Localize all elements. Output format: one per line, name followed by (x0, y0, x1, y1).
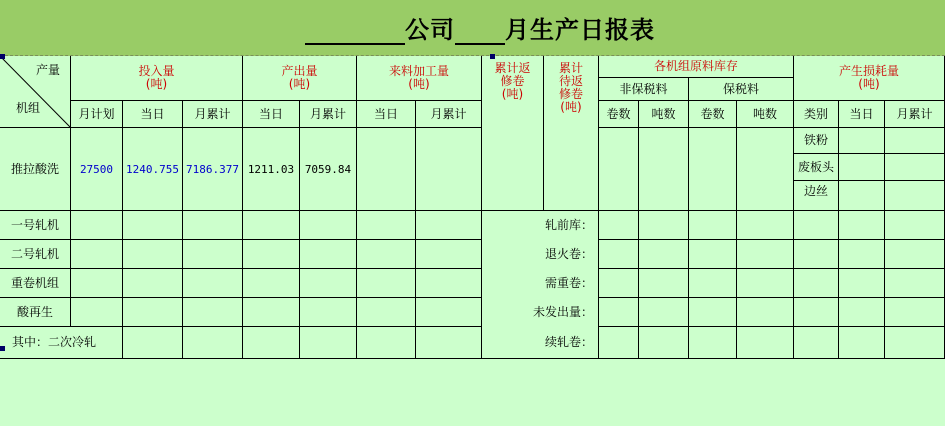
pickling-bonded-tons[interactable] (737, 128, 794, 211)
empty-cell-row2-col0[interactable] (71, 269, 123, 298)
empty-cell-row4-rcol6[interactable] (885, 327, 945, 359)
empty-cell-row4-col5[interactable] (357, 327, 416, 359)
empty-cell-row1-col3[interactable] (243, 240, 300, 269)
sub-processing-month: 月累计 (416, 101, 482, 128)
sub-input-month: 月累计 (183, 101, 243, 128)
empty-cell-row2-col2[interactable] (183, 269, 243, 298)
sub-output-day: 当日 (243, 101, 300, 128)
empty-cell-row2-col6[interactable] (416, 269, 482, 298)
empty-cell-row3-rcol3[interactable] (737, 298, 794, 327)
title-bar (0, 0, 945, 56)
empty-cell-row3-rcol1[interactable] (639, 298, 689, 327)
empty-cell-row0-rcol1[interactable] (639, 211, 689, 240)
corner-bottom-label: 机组 (16, 101, 41, 115)
empty-cell-row2-col4[interactable] (300, 269, 357, 298)
header-pending-repair: 累计 待返 修卷 (吨) (544, 56, 599, 211)
empty-cell-row2-rcol1[interactable] (639, 269, 689, 298)
empty-cell-row1-col0[interactable] (71, 240, 123, 269)
row-label-regen: 酸再生 (0, 298, 71, 327)
empty-cell-row2-rcol4[interactable] (794, 269, 839, 298)
empty-cell-row2-rcol2[interactable] (689, 269, 737, 298)
loss-scrap-month[interactable] (885, 154, 945, 181)
empty-cell-row1-col6[interactable] (416, 240, 482, 269)
empty-cell-row1-rcol1[interactable] (639, 240, 689, 269)
report-title: 公司 月生产日报表 (305, 10, 655, 45)
row-label-cold2: 其中：二次冷轧 (0, 327, 123, 359)
header-output: 产出量 (吨) (243, 56, 357, 101)
empty-cell-row0-col0[interactable] (71, 211, 123, 240)
pickling-output-month[interactable]: 7059.84 (300, 128, 357, 211)
row-label-mill2: 二号轧机 (0, 240, 71, 269)
sub-bonded-rolls: 卷数 (689, 101, 737, 128)
header-inventory-bonded: 保税料 (689, 78, 794, 101)
sub-processing-day: 当日 (357, 101, 416, 128)
empty-cell-row1-rcol2[interactable] (689, 240, 737, 269)
empty-cell-row1-col4[interactable] (300, 240, 357, 269)
sub-loss-category: 类别 (794, 101, 839, 128)
empty-cell-row1-col2[interactable] (183, 240, 243, 269)
empty-cell-row1-rcol0[interactable] (599, 240, 639, 269)
row-label-rewind: 重卷机组 (0, 269, 71, 298)
empty-cell-row0-rcol5[interactable] (839, 211, 885, 240)
empty-cell-row2-rcol3[interactable] (737, 269, 794, 298)
row-label-pickling: 推拉酸洗 (0, 128, 71, 211)
empty-cell-row3-rcol6[interactable] (885, 298, 945, 327)
note-rewind: 需重卷： (544, 276, 593, 290)
empty-cell-row2-rcol0[interactable] (599, 269, 639, 298)
empty-cell-row3-col6[interactable] (416, 298, 482, 327)
empty-cell-row4-rcol1[interactable] (639, 327, 689, 359)
empty-cell-row4-rcol4[interactable] (794, 327, 839, 359)
pickling-nonbonded-rolls[interactable] (599, 128, 639, 211)
empty-cell-row4-col4[interactable] (300, 327, 357, 359)
note-anneal: 退火卷： (544, 247, 593, 261)
header-return-repair: 累计返 修卷 (吨) (482, 56, 544, 211)
loss-cat-scrap: 废板头 (794, 154, 839, 181)
sub-plan: 月计划 (71, 101, 123, 128)
pickling-output-day[interactable]: 1211.03 (243, 128, 300, 211)
empty-cell-row0-col1[interactable] (123, 211, 183, 240)
loss-iron-day[interactable] (839, 128, 885, 154)
empty-cell-row4-rcol0[interactable] (599, 327, 639, 359)
empty-cell-row3-col2[interactable] (183, 298, 243, 327)
loss-edge-day[interactable] (839, 181, 885, 211)
empty-cell-row1-col1[interactable] (123, 240, 183, 269)
empty-cell-row0-col2[interactable] (183, 211, 243, 240)
pickling-nonbonded-tons[interactable] (639, 128, 689, 211)
empty-cell-row2-col5[interactable] (357, 269, 416, 298)
empty-cell-row4-rcol2[interactable] (689, 327, 737, 359)
empty-cell-row0-rcol0[interactable] (599, 211, 639, 240)
header-processing: 来料加工量 (吨) (357, 56, 482, 101)
loss-cat-iron: 铁粉 (794, 128, 839, 154)
header-inventory: 各机组原料库存 (599, 56, 794, 78)
pickling-input-day[interactable]: 1240.755 (123, 128, 183, 211)
empty-cell-row4-rcol3[interactable] (737, 327, 794, 359)
sub-input-day: 当日 (123, 101, 183, 128)
empty-cell-row2-rcol6[interactable] (885, 269, 945, 298)
sub-nonbonded-tons: 吨数 (639, 101, 689, 128)
corner-cell (0, 56, 71, 128)
empty-cell-row4-col6[interactable] (416, 327, 482, 359)
empty-cell-row0-col4[interactable] (300, 211, 357, 240)
empty-cell-row3-col3[interactable] (243, 298, 300, 327)
empty-cell-row3-col5[interactable] (357, 298, 416, 327)
empty-cell-row1-rcol3[interactable] (737, 240, 794, 269)
corner-top-label: 产量 (36, 63, 61, 77)
selection-marker-top (490, 54, 495, 59)
empty-cell-row3-rcol2[interactable] (689, 298, 737, 327)
pickling-bonded-rolls[interactable] (689, 128, 737, 211)
row-label-mill1: 一号轧机 (0, 211, 71, 240)
empty-cell-row1-rcol6[interactable] (885, 240, 945, 269)
header-inventory-nonbonded: 非保税料 (599, 78, 689, 101)
empty-cell-row0-rcol3[interactable] (737, 211, 794, 240)
company-blank[interactable] (305, 21, 405, 45)
empty-cell-row3-col1[interactable] (123, 298, 183, 327)
empty-cell-row0-col5[interactable] (357, 211, 416, 240)
pickling-input-month[interactable]: 7186.377 (183, 128, 243, 211)
empty-cell-row2-col1[interactable] (123, 269, 183, 298)
loss-scrap-day[interactable] (839, 154, 885, 181)
empty-cell-row3-rcol0[interactable] (599, 298, 639, 327)
empty-cell-row2-rcol5[interactable] (839, 269, 885, 298)
month-blank[interactable] (455, 21, 505, 45)
pickling-processing-month[interactable] (416, 128, 482, 211)
empty-cell-row3-rcol4[interactable] (794, 298, 839, 327)
sub-loss-day: 当日 (839, 101, 885, 128)
empty-cell-row0-rcol6[interactable] (885, 211, 945, 240)
empty-cell-row4-col2[interactable] (183, 327, 243, 359)
empty-cell-row0-col3[interactable] (243, 211, 300, 240)
empty-cell-row1-rcol5[interactable] (839, 240, 885, 269)
note-continue: 续轧卷： (482, 327, 599, 359)
sub-output-month: 月累计 (300, 101, 357, 128)
sub-bonded-tons: 吨数 (737, 101, 794, 128)
empty-cell-row4-rcol5[interactable] (839, 327, 885, 359)
loss-iron-month[interactable] (885, 128, 945, 154)
empty-cell-row2-col3[interactable] (243, 269, 300, 298)
pickling-processing-day[interactable] (357, 128, 416, 211)
empty-cell-row3-rcol5[interactable] (839, 298, 885, 327)
empty-cell-row0-rcol4[interactable] (794, 211, 839, 240)
selection-marker-bottom-left (0, 346, 5, 351)
note-unshipped: 未发出量： (532, 305, 593, 319)
empty-cell-row3-col0[interactable] (71, 298, 123, 327)
empty-cell-row1-rcol4[interactable] (794, 240, 839, 269)
sub-nonbonded-rolls: 卷数 (599, 101, 639, 128)
selection-marker-top-left (0, 54, 5, 59)
header-input: 投入量 (吨) (71, 56, 243, 101)
empty-cell-row4-col1[interactable] (123, 327, 183, 359)
sub-loss-month: 月累计 (885, 101, 945, 128)
empty-cell-row1-col5[interactable] (357, 240, 416, 269)
loss-cat-edge: 边丝 (794, 181, 839, 211)
empty-cell-row4-col3[interactable] (243, 327, 300, 359)
empty-cell-row3-col4[interactable] (300, 298, 357, 327)
header-loss: 产生损耗量 (吨) (794, 56, 945, 101)
loss-edge-month[interactable] (885, 181, 945, 211)
pickling-plan[interactable]: 27500 (71, 128, 123, 211)
empty-cell-row0-rcol2[interactable] (689, 211, 737, 240)
empty-cell-row0-col6[interactable] (416, 211, 482, 240)
note-pre-mill: 轧前库： (544, 218, 593, 232)
